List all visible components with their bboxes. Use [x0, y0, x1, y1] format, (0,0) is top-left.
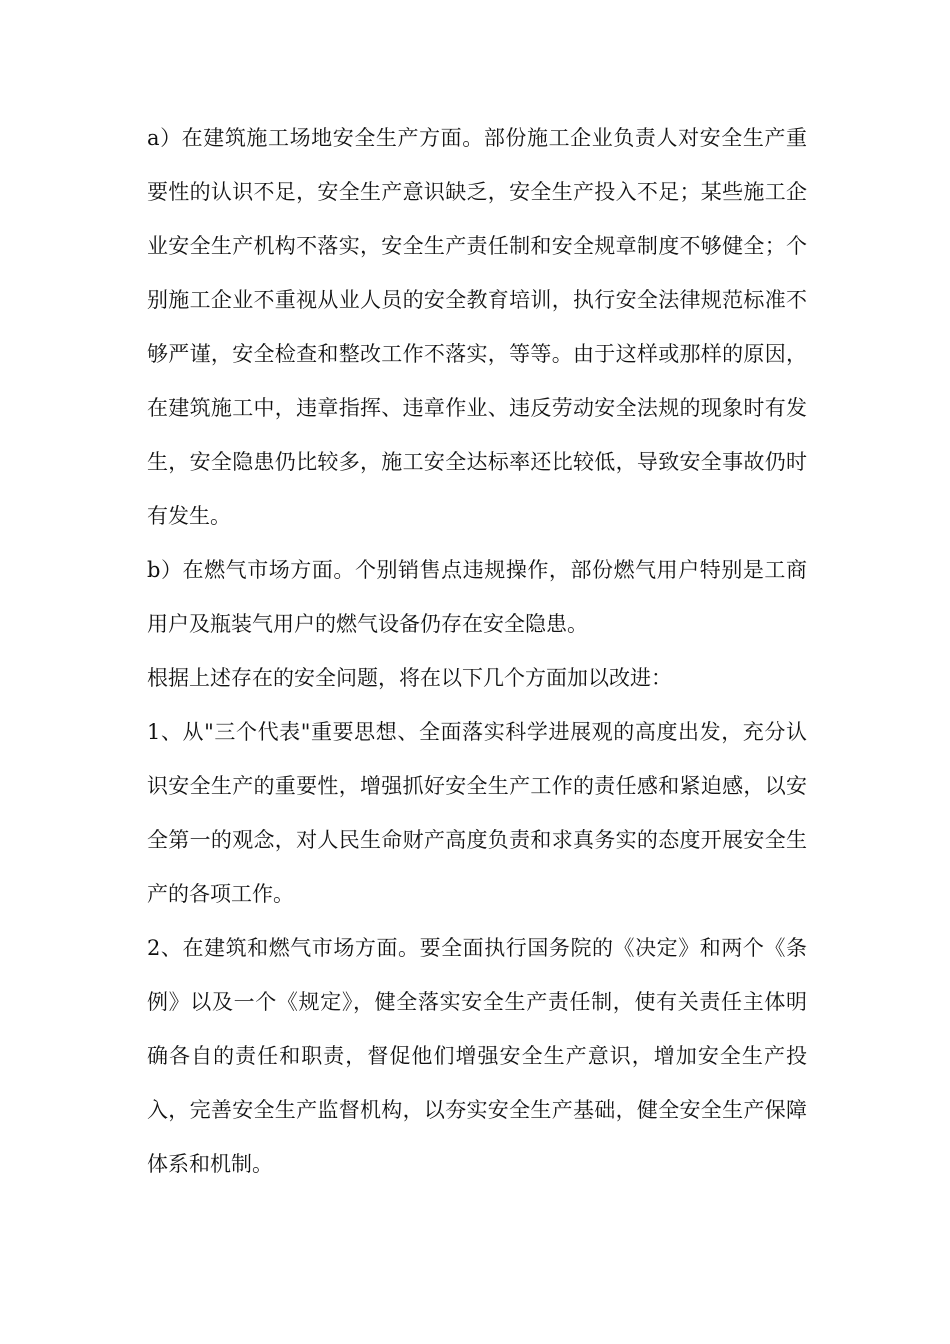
- paragraph-improvement-intro: 根据上述存在的安全问题，将在以下几个方面加以改进：: [147, 666, 672, 690]
- document-page: [147, 111, 807, 1191]
- paragraph-construction-safety: a）在建筑施工场地安全生产方面。部份施工企业负责人对安全生产重要性的认识不足，安全生产意识缺乏，安全生产投入不足；某些施工企业安全生产机构不落实，安全生产责任制和安全规章制度不够健全；个别施工企业不重视从业人员的安全教育培训，执行安全法律规范标准不够严谨，安全检查和整改工作不落实，等等。由于这样或那样的原因，在建筑施工中，违章指挥、违章作业、违反劳动安全法规的现象时有发生，安全隐患仍比较多，施工安全达标率还比较低，导致安全事故仍时有发生。: [147, 126, 807, 528]
- paragraph-point-1: 1、从"三个代表"重要思想、全面落实科学进展观的高度出发，充分认识安全生产的重要性，增强抓好安全生产工作的责任感和紧迫感，以安全第一的观念，对人民生命财产高度负责和求真务实的态度开展安全生产的各项工作。: [147, 720, 807, 906]
- paragraph-gas-market: b）在燃气市场方面。个别销售点违规操作，部份燃气用户特别是工商用户及瓶装气用户的燃气设备仍存在安全隐患。: [147, 558, 807, 636]
- paragraph-point-2: 2、在建筑和燃气市场方面。要全面执行国务院的《决定》和两个《条例》以及一个《规定》，健全落实安全生产责任制，使有关责任主体明确各自的责任和职责，督促他们增强安全生产意识，增加安全生产投入，完善安全生产监督机构，以夯实安全生产基础，健全安全生产保障体系和机制。: [147, 936, 807, 1176]
